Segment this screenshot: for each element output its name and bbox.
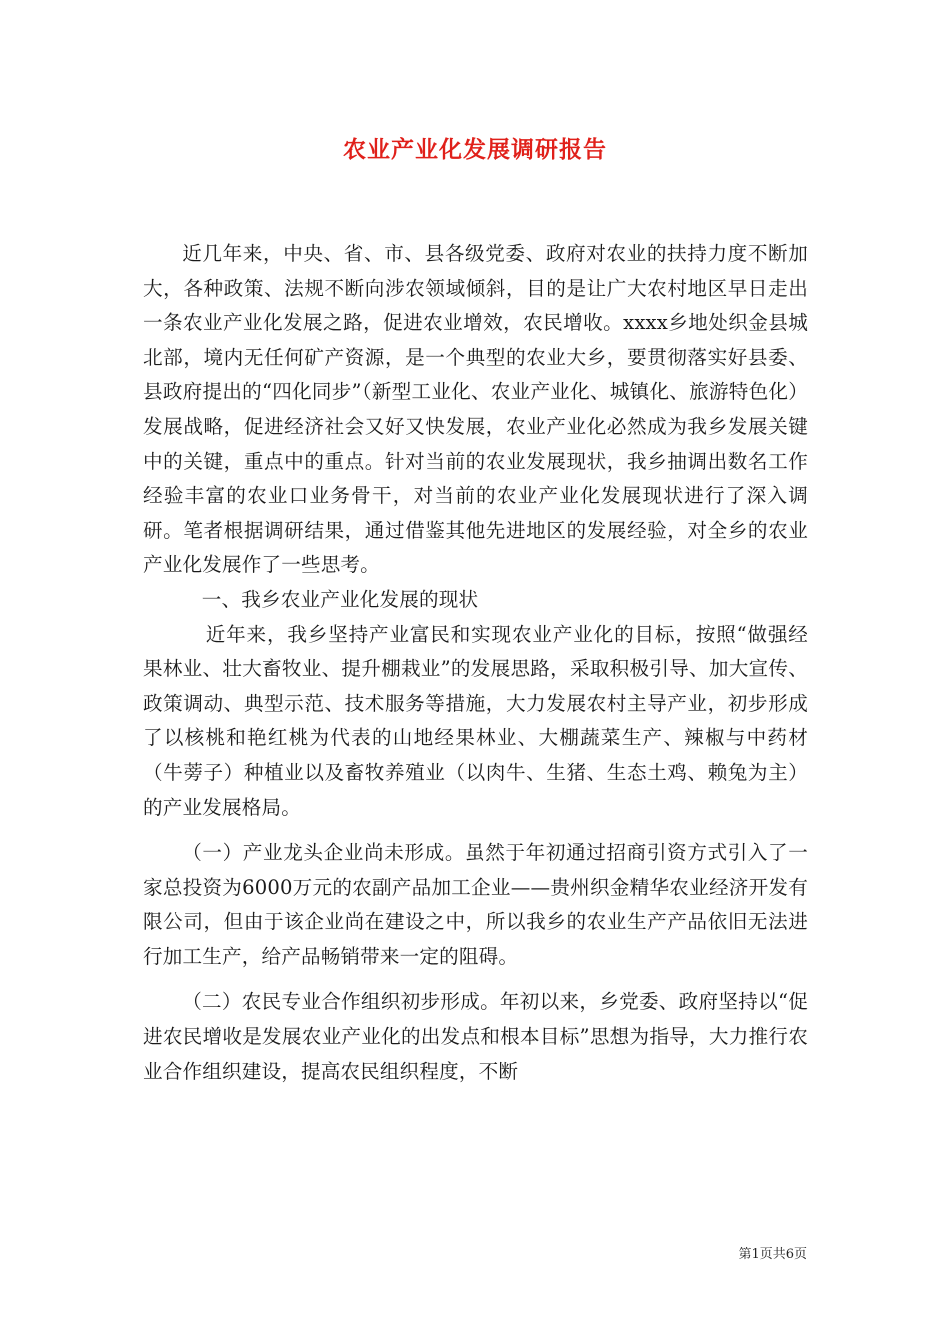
section-heading: 一、我乡农业产业化发展的现状 xyxy=(201,587,479,611)
intro-paragraph: 近几年来，中央、省、市、县各级党委、政府对农业的扶持力度不断加大，各种政策、法规不断向涉农领域倾斜，目的是让广大农村地区早日走出一条农业产业化发展之路，促进农业增效，农民增收。xxxx乡地处织金县城北部，境内无任何矿产资源，是一个典型的农业大乡，要贯彻落实好县委、县政府提出的“四化同步”（新型工业化、农业产业化、城镇化、旅游特色化）发展战略，促进经济社会又好又快发展，农业产业化必然成为我乡发展关键中的关键，重点中的重点。针对当前的农业发展现状，我乡抽调出数名工作经验丰富的农业口业务骨干，对当前的农业产业化发展现状进行了深入调研。笔者根据调研结果，通过借鉴其他先进地区的发展经验，对全乡的农业产业化发展作了一些思考。 xyxy=(143,242,808,577)
item-paragraph-1: （一）产业龙头企业尚未形成。虽然于年初通过招商引资方式引入了一家总投资为6000万元的农副产品加工企业——贵州织金精华农业经济开发有限公司，但由于该企业尚在建设之中，所以我乡的农业生产产品依旧无法进行加工生产，给产品畅销带来一定的阻碍。 xyxy=(143,841,808,968)
section-paragraph: 近年来，我乡坚持产业富民和实现农业产业化的目标，按照“做强经果林业、壮大畜牧业、提升棚栽业”的发展思路，采取积极引导、加大宣传、政策调动、典型示范、技术服务等措施，大力发展农村主导产业，初步形成了以核桃和艳红桃为代表的山地经果林业、大棚蔬菜生产、辣椒与中药材（牛蒡子）种植业以及畜牧养殖业（以肉牛、生猪、生态土鸡、赖兔为主）的产业发展格局。 xyxy=(143,622,808,819)
page-number: 第1页共6页 xyxy=(738,1247,807,1262)
document-title: 农业产业化发展调研报告 xyxy=(343,136,607,163)
item-paragraph-2: （二）农民专业合作组织初步形成。年初以来，乡党委、政府坚持以“促进农民增收是发展农业产业化的出发点和根本目标”思想为指导，大力推行农业合作组织建设，提高农民组织程度，不断 xyxy=(143,990,808,1083)
document-body xyxy=(143,237,808,1089)
